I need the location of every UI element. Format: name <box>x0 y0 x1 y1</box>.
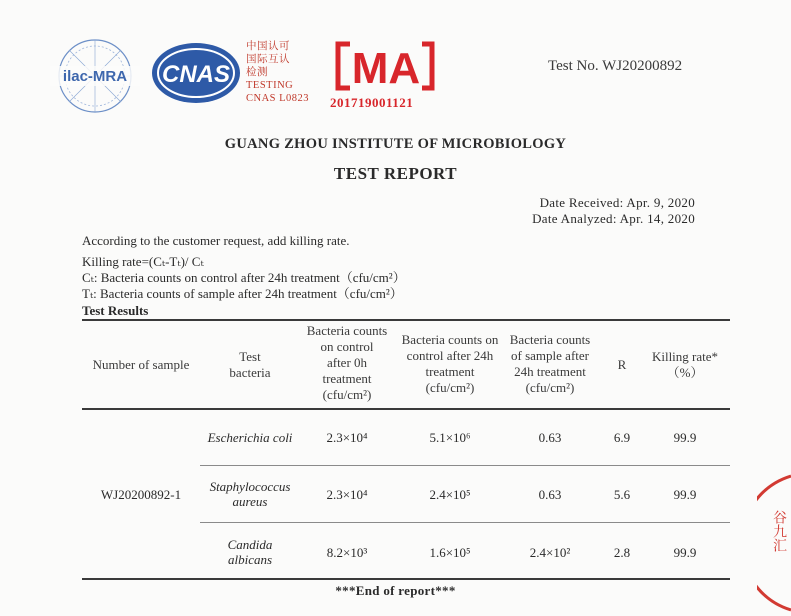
header-line: （%） <box>666 365 704 380</box>
intro-text: According to the customer request, add killing rate. <box>82 233 350 248</box>
header-control-0h <box>300 323 394 403</box>
institute-name: GUANG ZHOU INSTITUTE OF MICROBIOLOGY <box>224 136 567 152</box>
table-top-rule <box>82 319 730 321</box>
control-0h-value: 2.3×10⁴ <box>326 487 368 502</box>
header-line: (cfu/cm²) <box>525 380 575 395</box>
header-killing-rate <box>640 349 730 381</box>
r-value: 5.6 <box>613 487 631 502</box>
header-test-bacteria <box>200 349 300 381</box>
bacteria-name-line: Staphylococcus <box>209 479 291 494</box>
bacteria-name-line: albicans <box>227 552 273 567</box>
formula-line: Tₜ: Bacteria counts of sample after 24h treatment（cfu/cm²） <box>82 286 403 301</box>
formula-line: Killing rate=(Cₜ-Tₜ)/ Cₜ <box>82 254 204 269</box>
formula-line: Cₜ: Bacteria counts on control after 24h treatment（cfu/cm²） <box>82 270 406 285</box>
row-divider <box>200 522 730 523</box>
svg-text:CNAS: CNAS <box>161 61 231 88</box>
header-line: treatment <box>425 364 475 379</box>
header-line: (cfu/cm²) <box>425 380 475 395</box>
ilac-mra-logo <box>46 36 144 116</box>
bacteria-name-line: Candida <box>227 537 273 552</box>
cnas-logo <box>150 40 242 106</box>
bacteria-name <box>200 537 300 567</box>
results-label: Test Results <box>82 303 149 318</box>
header-r: R <box>617 357 627 372</box>
r-value: 2.8 <box>613 545 631 560</box>
header-line: of sample after <box>511 348 589 363</box>
killing-rate-value: 99.9 <box>673 545 697 560</box>
cnas-line: 国际互认 <box>246 54 290 65</box>
r-value: 6.9 <box>613 430 631 445</box>
control-24h-value: 5.1×10⁶ <box>429 430 471 445</box>
killing-rate-value: 99.9 <box>673 487 697 502</box>
end-of-report: ***End of report*** <box>335 583 456 598</box>
control-0h-value: 2.3×10⁴ <box>326 430 368 445</box>
header-line: 24h treatment <box>514 364 586 379</box>
header-line: Bacteria counts <box>509 332 591 347</box>
control-24h-value: 2.4×10⁵ <box>429 487 471 502</box>
header-sample: Number of sample <box>92 357 190 372</box>
control-24h-value: 1.6×10⁵ <box>429 545 471 560</box>
sample-24h-value: 0.63 <box>538 430 562 445</box>
header-line: Test <box>239 349 261 364</box>
svg-text:ilac-MRA: ilac-MRA <box>62 68 128 85</box>
cnas-line: CNAS L0823 <box>246 93 310 104</box>
cnas-line: 检测 <box>246 67 268 78</box>
cnas-line: TESTING <box>246 80 294 91</box>
control-0h-value: 8.2×10³ <box>326 545 368 560</box>
dates-block <box>532 195 695 227</box>
header-line: Killing rate* <box>651 349 719 364</box>
cma-logo <box>330 36 440 96</box>
table-bottom-rule <box>82 578 730 580</box>
header-line: treatment <box>322 371 372 386</box>
header-line: on control <box>320 339 374 354</box>
cnas-line: 中国认可 <box>246 41 290 52</box>
bacteria-name <box>200 479 300 509</box>
sample-id: WJ20200892-1 <box>100 487 182 502</box>
killing-rate-value: 99.9 <box>673 430 697 445</box>
formula-block <box>82 254 406 302</box>
bacteria-name-line: aureus <box>232 494 268 509</box>
sample-24h-value: 0.63 <box>538 487 562 502</box>
svg-text:谷九汇: 谷九汇 <box>771 510 787 552</box>
report-title: TEST REPORT <box>333 164 458 183</box>
sample-24h-value: 2.4×10² <box>529 545 571 560</box>
header-line: after 0h <box>326 355 368 370</box>
table-header-rule <box>82 408 730 410</box>
header-line: Bacteria counts on <box>401 332 499 347</box>
header-line: control after 24h <box>406 348 494 363</box>
header-control-24h <box>394 332 506 396</box>
official-seal <box>757 470 791 616</box>
date-analyzed: Date Analyzed: Apr. 14, 2020 <box>532 211 695 226</box>
date-received: Date Received: Apr. 9, 2020 <box>539 195 695 210</box>
test-number: Test No. WJ20200892 <box>548 58 683 74</box>
cma-certificate-number: 201719001121 <box>330 95 414 110</box>
header-line: Bacteria counts <box>306 323 388 338</box>
row-divider <box>200 465 730 466</box>
bacteria-name: Escherichia coli <box>207 430 293 445</box>
cnas-accreditation-text <box>246 40 309 105</box>
header-line: (cfu/cm²) <box>322 387 372 402</box>
svg-text:MA: MA <box>351 44 421 93</box>
header-line: bacteria <box>229 365 271 380</box>
header-sample-24h <box>498 332 602 396</box>
